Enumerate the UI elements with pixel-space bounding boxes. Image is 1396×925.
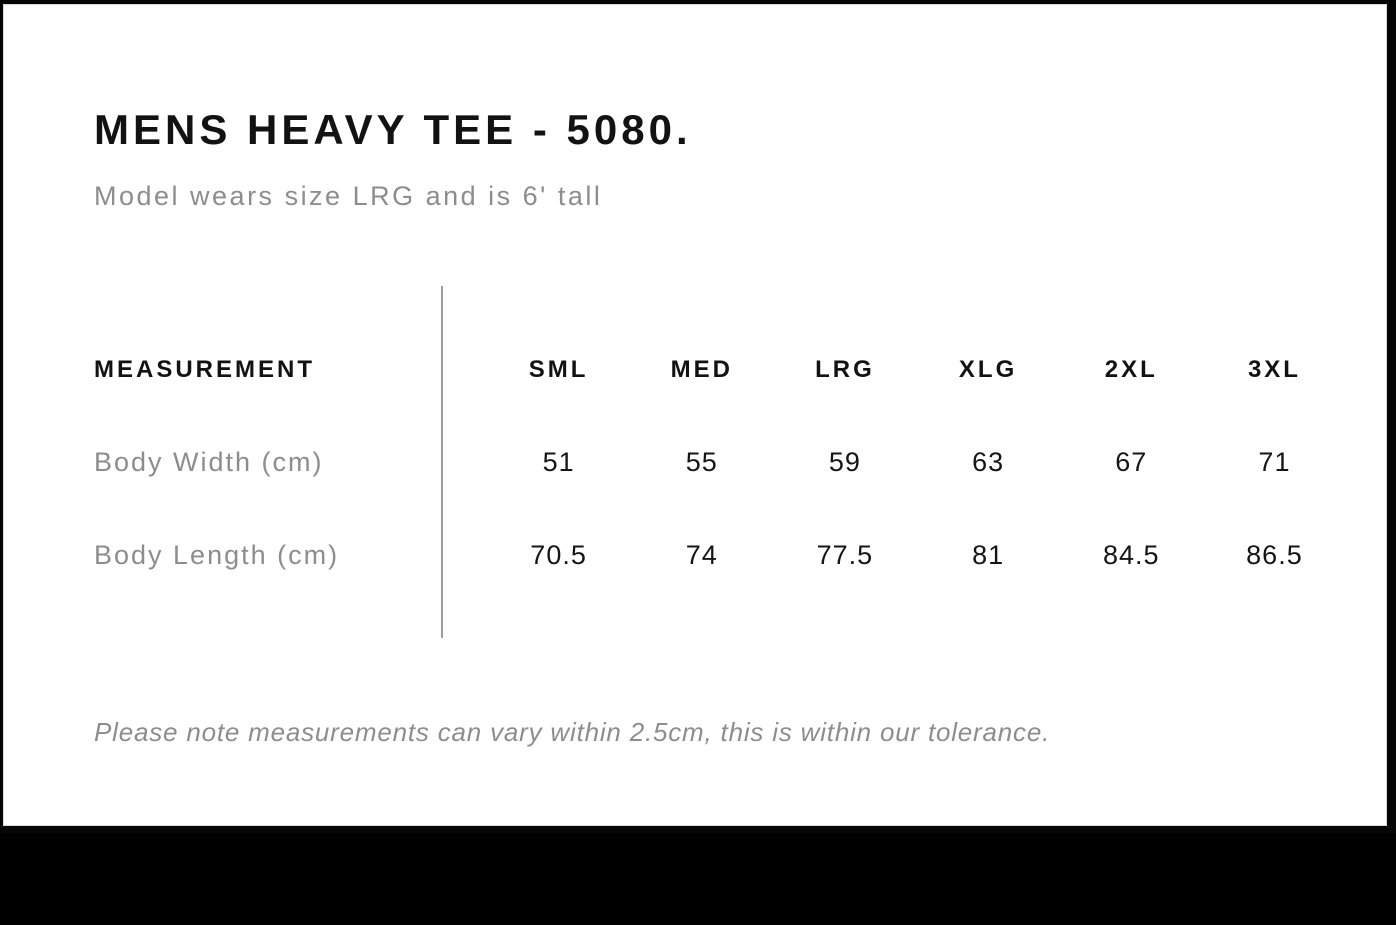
size-column-headers: [441, 356, 1346, 384]
column-header-2xl: 2XL: [1104, 356, 1158, 383]
size-table: [94, 324, 1346, 602]
table-row: [94, 509, 1346, 602]
row-label-body-width: Body Width (cm): [94, 447, 324, 477]
column-header-lrg: LRG: [815, 356, 875, 383]
cell-value: 51: [542, 447, 575, 477]
cell-value: 86.5: [1246, 540, 1303, 570]
row-values-body-length: [441, 540, 1346, 571]
size-guide-card: [3, 4, 1387, 826]
cell-value: 74: [685, 540, 718, 570]
table-vertical-divider: [441, 286, 443, 638]
cell-value: 59: [828, 447, 861, 477]
size-guide-content: [4, 105, 1386, 925]
cell-value: 63: [972, 447, 1005, 477]
tolerance-note: Please note measurements can vary within 2.5cm, this is within our tolerance.: [94, 717, 1051, 747]
column-header-sml: SML: [528, 356, 589, 383]
cell-value: 84.5: [1102, 540, 1160, 570]
cell-value: 81: [972, 540, 1005, 570]
table-row: [94, 416, 1346, 509]
cell-value: 55: [685, 447, 718, 477]
column-header-3xl: 3XL: [1247, 356, 1301, 383]
table-header-row: [94, 324, 1346, 416]
cell-value: 70.5: [530, 540, 587, 570]
measurement-column-header: MEASUREMENT: [94, 356, 316, 383]
cell-value: 71: [1258, 447, 1291, 477]
model-size-subtitle: Model wears size LRG and is 6' tall: [94, 181, 603, 211]
column-header-xlg: XLG: [958, 356, 1018, 383]
row-values-body-width: [441, 447, 1346, 478]
cell-value: 67: [1115, 447, 1148, 477]
page-title: MENS HEAVY TEE - 5080.: [94, 106, 692, 153]
cell-value: 77.5: [816, 540, 874, 570]
row-label-body-length: Body Length (cm): [94, 540, 340, 570]
column-header-med: MED: [670, 356, 733, 383]
